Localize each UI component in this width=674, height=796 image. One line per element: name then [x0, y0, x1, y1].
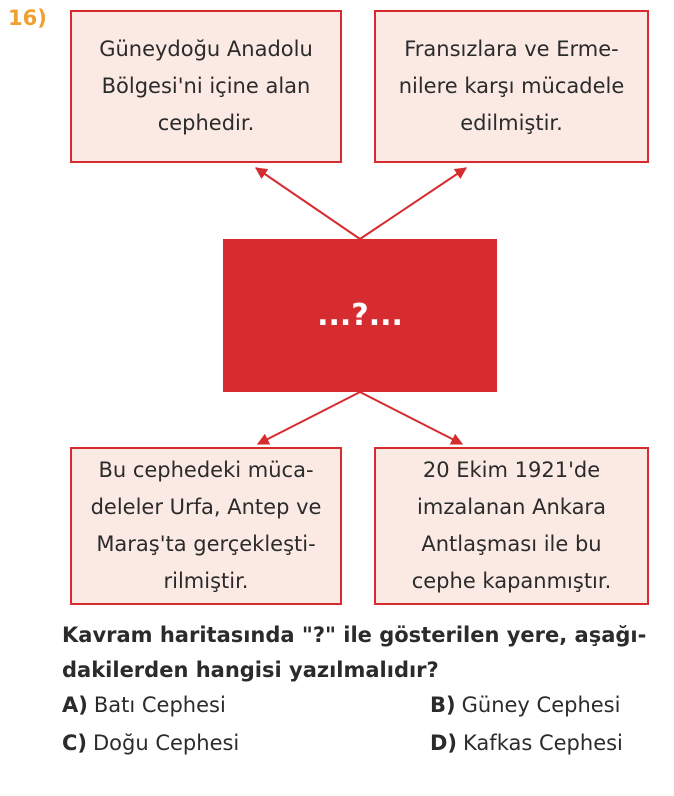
option-b-letter: B) — [430, 693, 456, 717]
option-d[interactable] — [430, 731, 623, 755]
arrow-to-top-left — [256, 168, 360, 239]
option-d-text: Kafkas Cephesi — [463, 731, 623, 755]
option-b[interactable] — [430, 693, 620, 717]
option-c-letter: C) — [62, 731, 88, 755]
option-c-text: Doğu Cephesi — [93, 731, 240, 755]
concept-text-bottom-right: 20 Ekim 1921'de imzalanan Ankara Antlaşması ile bu cephe kapanmıştır. — [411, 458, 612, 593]
option-b-text: Güney Cephesi — [461, 693, 621, 717]
option-a[interactable] — [62, 693, 226, 717]
option-c[interactable] — [62, 731, 239, 755]
concept-text-bottom-left: Bu cephedeki müca- deleler Urfa, Antep ve Maraş'ta gerçekleşti- rilmiştir. — [90, 458, 322, 593]
arrow-to-bottom-left — [258, 392, 360, 444]
option-a-text: Batı Cephesi — [93, 693, 226, 717]
option-d-letter: D) — [430, 731, 458, 755]
arrow-to-top-right — [360, 168, 466, 239]
concept-text-top-right: Fransızlara ve Erme- nilere karşı mücadele edilmiştir. — [398, 37, 625, 135]
option-a-letter: A) — [62, 693, 88, 717]
concept-text-top-left: Güneydoğu Anadolu Bölgesi'ni içine alan cephedir. — [99, 37, 313, 135]
central-concept-label: ...?... — [317, 298, 403, 333]
question-text: Kavram haritasında "?" ile gösterilen yere, aşağı- dakilerden hangisi yazılmalıdır? — [62, 623, 647, 682]
arrow-to-bottom-right — [360, 392, 462, 444]
question-number: 16) — [8, 6, 47, 30]
